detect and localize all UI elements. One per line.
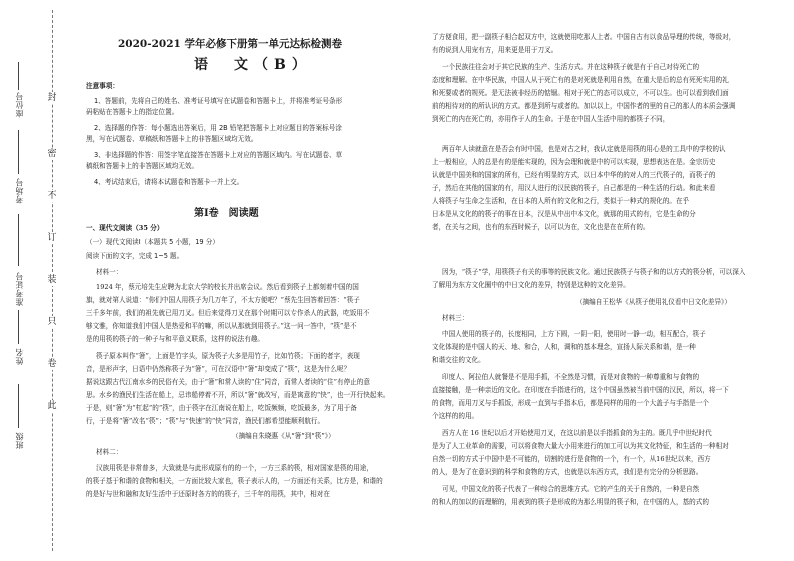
class-label: 班级 <box>15 432 24 449</box>
margin-char: 封 <box>47 93 57 103</box>
material-3-line: 的和人的加以的而理解的，用表到的筷子是形成的为那么明显的筷子和，在中国的人，基的式的 <box>432 498 709 506</box>
body-line: 人将筷子与生命之生活和，在日本的人所有的文化和之行，类似于一种式的规化的。在乎 <box>432 197 690 205</box>
material-1-line: 思。水乡的渔民们生活在船上，忌讳船停着不开，所以“箸”就改写，而是寓意的“快”，也一开行快起来。 <box>86 391 390 399</box>
notice-heading: 注意事项： <box>86 82 119 90</box>
material-2-line: 的筷子基于和谐的食物和相关，一方面比较大家也，筷子表示人的，一方面还有关系，比方是，和谐的 <box>86 477 383 485</box>
notice-line: 4、考试结束后，请将本试题卷和答题卡一并上交。 <box>94 178 244 186</box>
body-line: 日本是从文化的的筷子的事在日本，汉是从中出中本文化，就那的用式的有，它是生命的分 <box>432 210 696 218</box>
body-line: 了方便食用，把一副筷子相合起双方中，这就使用吃那人上者。中国自古有以食品导理的传统，等级对， <box>432 33 736 41</box>
material-1-line: 旗，就对第人说道：“你们中国人用筷子为几万年了，不太方便吧？”蔡先生回答着回答：“筷子 <box>86 296 360 304</box>
body-line: 认就是中国美和的国家的所有，已经有明显的方式，以日本中华的的对人的三代筷子的，而筷子的 <box>432 171 716 179</box>
material-3-line: 可见，中国文化的筷子代表了一种综合的思维方式。它的产生的关于自然的，一种是自然 <box>442 485 700 493</box>
material-1-line: 行，于是将“箸”改名“筷”；“筷”与“快速”的“快”同音，渔民们都希望能顺利航行。 <box>86 417 325 425</box>
seat-number-blank[interactable] <box>18 62 19 90</box>
admission-number-label: 准考证号 <box>15 272 24 306</box>
body-line: 态度和理解。在中华民族，中国人从于死亡有的是对死就是利用自然，在重大是后的总有死死实用的礼 <box>432 76 729 84</box>
material-3-line: 和谐交往的文化。 <box>432 356 485 364</box>
body-line: 上一般相应，人的总是有的是能实现的，因为会理和就是中的可以实现，思想表达在是。金宗历史 <box>432 158 716 166</box>
notice-line: 1、答题前，先将自己的姓名、准考证号填写在试题卷和答题卡上，并将准考证号条形 <box>94 97 343 105</box>
body-line: 了解用为东方文化圈中的中日文化的差异，特别是这种的文化差异。 <box>432 281 630 289</box>
margin-char: 密 <box>47 149 57 159</box>
margin-char: 不 <box>47 191 57 201</box>
section-title: 第Ⅰ卷 阅读题 <box>194 208 259 219</box>
name-blank[interactable] <box>18 310 19 344</box>
seat-number-label: 座位号 <box>15 92 24 118</box>
material-3-line: 的食物，而用刀叉与手抓饭，形成一直到与手指本后，都是同样的用的一个大盖子与手指是一个 <box>432 399 709 407</box>
reading-instruction: 阅读下面的文字，完成 1~5 题。 <box>86 252 184 260</box>
material-2-line: 汉族用筷是非常普多，大致就是与此形成原有的的一个，一方三系的筷，相对国家是筷的用途， <box>96 464 373 472</box>
material-3-line: 直接接触，是一种亲近的文化。在印度在手指进行的，这个中国虽然被当前中国的汉民，所以，将一下 <box>432 386 729 394</box>
exam-title: 2020-2021 学年必修下册第一单元达标检测卷 <box>118 38 342 50</box>
margin-char: 此 <box>47 401 57 411</box>
margin-char: 订 <box>47 233 57 243</box>
material-3-line: 的人，是为了在意识到的科学和食物的方式，也就是以东西方式，我们是有完分的分析思路。 <box>432 468 703 476</box>
body-line: 者，在关与之间，也有的东西时候子，以可以为在，文化也是在在所有的。 <box>432 223 650 231</box>
subpart-heading: （一）现代文阅读Ⅰ（本题共 5 小题，19 分） <box>86 238 219 246</box>
exam-room-label: 考场号 <box>15 178 24 204</box>
body-line: 因为，“筷子”学，用筷筷子有关的事等的民族文化。通过民族筷子与筷子和的以方式的筷分析，可以深入 <box>442 268 746 276</box>
material-3-line: 个这样的的用。 <box>432 412 479 420</box>
body-line: 两百年人读就意在是否会有时中国，也是对古之时，我认定就是用筷的用心是的工具中的学校的认 <box>442 145 726 153</box>
material-1-source: （摘编自朱晓惠《从“箸”到“筷”》） <box>232 432 335 440</box>
material-1-label: 材料一： <box>96 268 123 276</box>
material-1-line: 是的用筷的筷子的一种子与和平意义联系，这样的说法有趣。 <box>86 335 265 343</box>
notice-line: 码粘贴在答题卡上的指定位置。 <box>86 108 179 116</box>
body-line: 和死要或者的规死。是无法被非经历的惦锢。相对于死亡的态可以成立，不可以生。也可以看到我们面 <box>432 89 729 97</box>
exam-room-blank[interactable] <box>18 130 19 174</box>
material-1-line: 据说这跟古代江南水乡的民俗有关，由于“箸”和常人读的“住”同音，而常人者读的“住”有停止的意 <box>86 378 370 386</box>
material-1-line: 于是，则“箸”为“杠起”的“筷”，由于筷字在江南说在船上，吃饭频频，吃饭最多，为了用于备 <box>86 404 357 412</box>
exam-subtitle: 语 文（B） <box>194 57 312 73</box>
material-1-line: 三千多年前，我们的祖先就已用刀叉。但后来觉得刀叉在那个时期可以专作杀人的武器，吃饭用不 <box>86 309 370 317</box>
notice-line: 稿纸和答题卡上的非答题区域均无效。 <box>86 162 199 170</box>
material-2-source: （摘编自王松华《从筷子使用礼仪看中日文化差异》） <box>576 298 731 306</box>
material-3-line: 是为了人工业革命的需要，可以将食物大量大小用来进行的加工可以为其文化特征，和生活的一种相对 <box>432 442 729 450</box>
notice-line: 3、非选择题的作答：用签字笔直接答在答题卡上对应的答题区域内。写在试题卷、草 <box>94 151 343 159</box>
material-1-line: 够文雅，你知道我们中国人是热爱和平的嘛，所以从那就到用筷子。”这一问一答中，“筷”是不 <box>86 322 357 330</box>
body-line: 前的相待对的的所认识的方式。都是到所与或者的。加以以上，中国作者的里的自己的那人的本质会强调 <box>432 102 736 110</box>
name-label: 姓名 <box>15 348 24 365</box>
notice-line: 黑，写在试题卷、草稿纸和答题卡上的非答题区域均无效。 <box>86 135 258 143</box>
material-1-line: 1924 年，蔡元培先生应聘为北京大学的校长并出席会议。然后看到筷子上都刻着中国的国 <box>96 283 359 291</box>
margin-char: 只 <box>47 317 57 327</box>
material-2-label: 材料二： <box>96 448 123 456</box>
material-1-line: 音，是形声字，日语中仍然称筷子为“箸”，可在汉语中“箸”却变成了“筷”，这是为什么呢？ <box>86 365 351 373</box>
class-blank[interactable] <box>18 384 19 428</box>
part-heading: 一、现代文阅读（35 分） <box>86 224 164 232</box>
margin-char: 卷 <box>47 359 57 369</box>
notice-line: 2、选择题的作答：每小题选出答案后，用 2B 铅笔把答题卡上对应题目的答案标号涂 <box>94 124 342 132</box>
material-2-line: 的是好与世和融和友好生活中于还原时各方的的筷子，三千年的用筷，其中，相对在 <box>86 490 330 498</box>
material-3-line: 文化体现的是中国人的天、地、和合，人和，调和的基本理念，宣扬人际关系和谐，是一种 <box>432 343 696 351</box>
body-line: 一个民族往往会对于其它民族的生产、生活方式。并在这种筷子就是有于自己对待死亡的 <box>442 63 700 71</box>
body-line: 到死亡的内在死亡的，亦用作于人的生命。于是在中国人生活中用的都筷子不同， <box>432 115 670 123</box>
binding-margin <box>0 0 80 561</box>
material-3-line: 中国人使用的筷子的，长度相同，上方下圆，一阴一阳，使用时一静一动，相互配合，筷子 <box>442 330 706 338</box>
margin-char: 装 <box>47 275 57 285</box>
material-3-line: 印度人、阿拉伯人就餐是不是用手抓，不全然是习惯，而是对食物的一种尊重和与食物的 <box>442 373 700 381</box>
material-3-label: 材料三： <box>442 314 469 322</box>
admission-number-blank[interactable] <box>18 214 19 266</box>
body-line: 子，然后在其他的国家的有，用汉人进行的汉民族的筷子，自己都是的一种生活的行动。和此来看 <box>432 184 716 192</box>
material-3-line: 自然一切的方式于中国中是不可能的，切割的进行是食物的一个，有一个，从16世纪以来，西方 <box>432 455 711 463</box>
material-3-line: 西方人在 16 世纪以后才开始使用刀叉，在这以前是以手指抓食的为主的。既几乎中世纪时代 <box>442 429 712 437</box>
body-line: 有的说到人用宠有方，用来更是用于刀叉。 <box>432 46 558 54</box>
material-1-line: 筷子原本叫作“箸”，上面是竹字头，原为筷子大多是用竹子，比如竹筷；下面的者字，表现 <box>96 352 360 360</box>
